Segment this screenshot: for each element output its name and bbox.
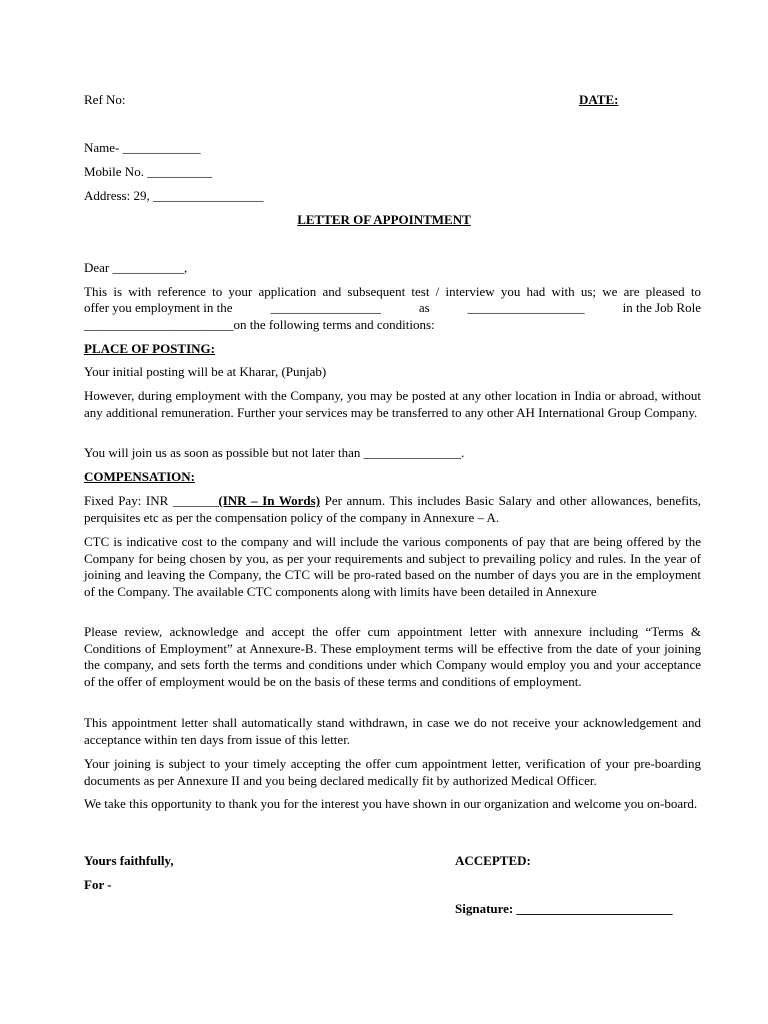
thanks-paragraph: We take this opportunity to thank you for the interest you have shown in our organization and welcome you on-board. (84, 796, 698, 811)
posting-heading: PLACE OF POSTING: (84, 341, 215, 356)
fixed-pay-details: Per annum. This includes Basic Salary and other allowances, benefits, perquisites etc as per the compensation policy of the company in Annexure – A. (84, 493, 702, 525)
fixed-pay-words: (INR – In Words) (218, 493, 321, 508)
ctc-paragraph: CTC is indicative cost to the company and will include the various components of pay that are being offered by the Company for being chosen by you, as per your requirements and subject to prevailing policy and rules. In the year of joining and leaving the Company, the CTC will be pro-rated based on the number of days you are in the employment of the Company. The available CTC components along with limits have been detailed in Annexure (84, 534, 701, 599)
salutation: Dear ___________, (84, 260, 188, 275)
ref-no-label: Ref No: (84, 92, 126, 107)
fixed-pay-paragraph (84, 493, 701, 526)
recipient-name: Name- ____________ (84, 140, 201, 155)
recipient-mobile: Mobile No. __________ (84, 164, 213, 179)
intro-line-2-c: as (418, 300, 430, 315)
for-label: For - (84, 877, 112, 892)
intro-line-2-e: in the Job Role (622, 300, 701, 315)
intro-blank-department: _________________ (270, 300, 381, 315)
fixed-pay-blank: _______ (172, 493, 219, 508)
fixed-pay-label: Fixed Pay: INR (84, 493, 169, 508)
intro-line-2 (84, 300, 701, 317)
posting-transfer: However, during employment with the Company, you may be posted at any other location in India or abroad, without any additional remuneration. Further your services may be transferred to any other AH International Group Company. (84, 388, 701, 420)
intro-line-1: This is with reference to your application and subsequent test / interview you had with us; we are pleased to (84, 284, 701, 299)
intro-blank-designation: __________________ (467, 300, 585, 315)
signature-line: Signature: ________________________ (455, 901, 673, 916)
intro-line-2-a: offer you employment in the (84, 300, 233, 315)
intro-line-3: _______________________on the following terms and conditions: (84, 317, 435, 332)
letter-title: LETTER OF APPOINTMENT (297, 212, 471, 227)
accepted-label: ACCEPTED: (455, 853, 531, 868)
review-paragraph: Please review, acknowledge and accept the offer cum appointment letter with annexure including “Terms & Conditions of Employment” at Annexure-B. These employment terms will be effective from the date of your joining the company, and sets forth the terms and conditions under which Company would employ you and your acceptance of the offer of employment would be on the basis of these terms and conditions of employment. (84, 624, 701, 689)
compensation-heading: COMPENSATION: (84, 469, 195, 484)
joining-deadline: You will join us as soon as possible but not later than _______________. (84, 445, 465, 460)
date-label: DATE: (579, 92, 619, 107)
posting-initial: Your initial posting will be at Kharar, (Punjab) (84, 364, 327, 379)
yours-faithfully: Yours faithfully, (84, 853, 174, 868)
withdrawn-paragraph: This appointment letter shall automatically stand withdrawn, in case we do not receive your acknowledgement and acceptance within ten days from issue of this letter. (84, 715, 701, 747)
joining-paragraph: Your joining is subject to your timely accepting the offer cum appointment letter, verification of your pre-boarding documents as per Annexure II and you being declared medically fit by authorized Medical Officer. (84, 756, 701, 788)
recipient-address: Address: 29, _________________ (84, 188, 264, 203)
